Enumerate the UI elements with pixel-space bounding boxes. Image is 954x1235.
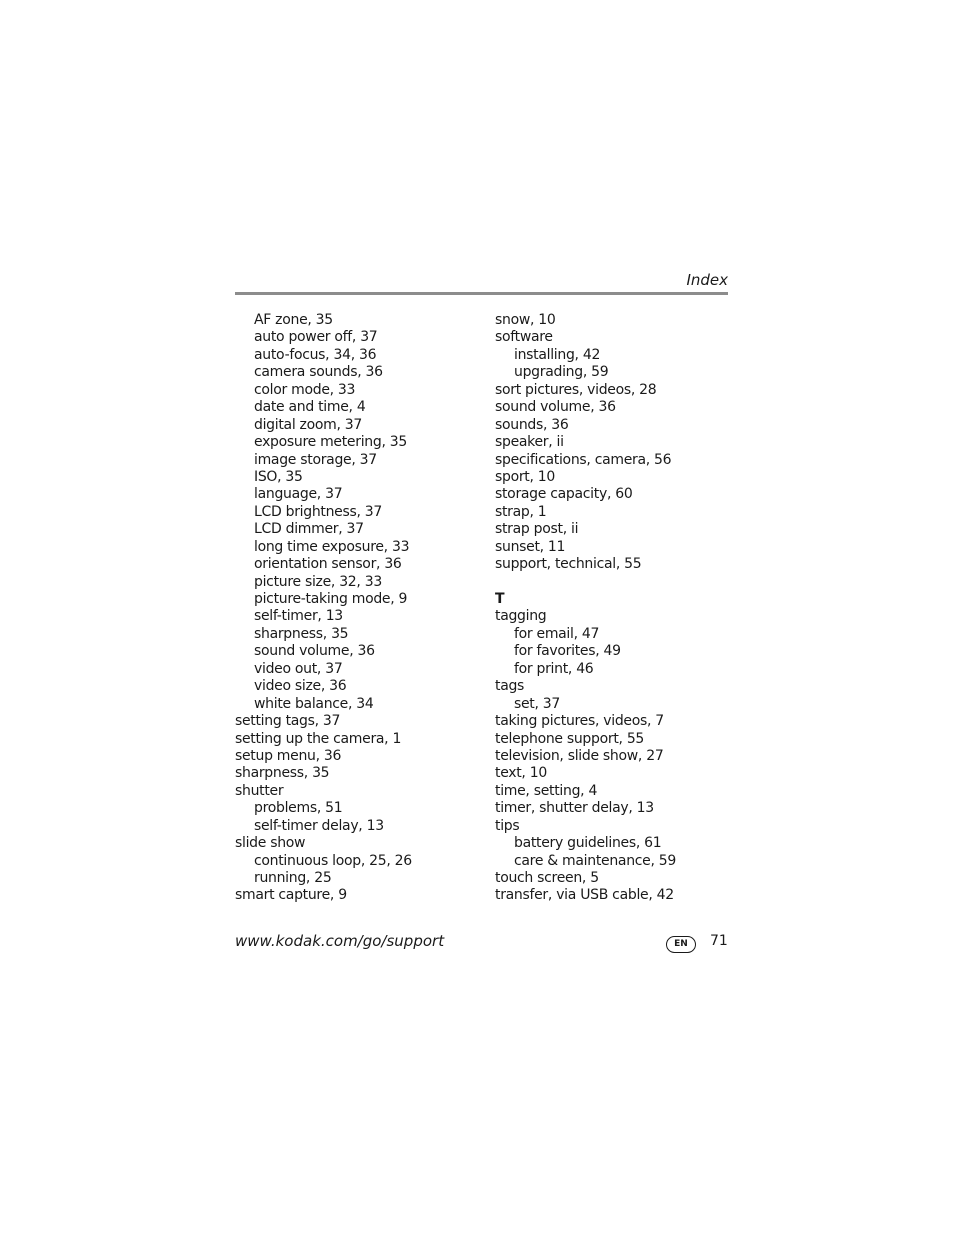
index-subentry: white balance, 34	[254, 695, 374, 712]
index-entry: touch screen, 5	[495, 870, 599, 886]
index-subentry: running, 25	[254, 870, 332, 886]
index-subentry: picture-taking mode, 9	[254, 591, 408, 607]
index-entry: timer, shutter delay, 13	[495, 800, 654, 817]
page-header-title: Index	[686, 271, 728, 289]
index-entry: support, technical, 55	[495, 556, 642, 573]
index-subentry: ISO, 35	[254, 468, 303, 485]
header-divider	[235, 292, 728, 295]
index-entry: setting up the camera, 1	[235, 730, 402, 747]
index-column-right	[495, 312, 676, 905]
index-subentry: orientation sensor, 36	[254, 556, 402, 573]
index-entry: transfer, via USB cable, 42	[495, 887, 674, 904]
index-subentry: long time exposure, 33	[254, 538, 410, 555]
index-entry: sound volume, 36	[495, 399, 616, 416]
index-entry: sounds, 36	[495, 416, 569, 433]
index-entry: strap post, ii	[495, 521, 579, 538]
index-entry: setup menu, 36	[235, 747, 342, 764]
index-subentry: LCD brightness, 37	[254, 503, 382, 520]
index-subentry: video out, 37	[254, 660, 343, 677]
index-entry: specifications, camera, 56	[495, 451, 672, 468]
index-letter-heading: T	[495, 591, 505, 607]
index-subentry: care & maintenance, 59	[514, 852, 676, 869]
index-entry: taking pictures, videos, 7	[495, 713, 664, 730]
index-entry: tags	[495, 678, 525, 695]
index-subentry: video size, 36	[254, 678, 347, 695]
index-subentry: digital zoom, 37	[254, 416, 362, 433]
index-subentry: image storage, 37	[254, 451, 377, 468]
index-entry: sunset, 11	[495, 538, 566, 555]
index-column-left	[235, 312, 412, 905]
index-entry: tips	[495, 817, 520, 834]
index-subentry: self-timer delay, 13	[254, 817, 384, 834]
index-subentry: sound volume, 36	[254, 643, 375, 660]
index-entry: smart capture, 9	[235, 887, 347, 904]
index-subentry: date and time, 4	[254, 399, 366, 416]
index-entry: sharpness, 35	[235, 765, 330, 782]
index-entry: telephone support, 55	[495, 730, 645, 747]
index-subentry: battery guidelines, 61	[514, 835, 662, 852]
index-entry: slide show	[235, 835, 306, 852]
index-subentry: LCD dimmer, 37	[254, 521, 364, 538]
index-entry: sport, 10	[495, 468, 556, 485]
index-entry: snow, 10	[495, 312, 556, 328]
index-subentry: continuous loop, 25, 26	[254, 852, 412, 869]
index-entry: television, slide show, 27	[495, 747, 664, 764]
index-subentry: camera sounds, 36	[254, 364, 383, 381]
index-subentry: color mode, 33	[254, 381, 356, 398]
footer-support-link[interactable]: www.kodak.com/go/support	[235, 932, 445, 950]
index-entry: strap, 1	[495, 503, 547, 520]
page-number: 71	[710, 933, 728, 949]
index-subentry: language, 37	[254, 486, 343, 503]
index-entry: sort pictures, videos, 28	[495, 381, 657, 398]
index-subentry: auto-focus, 34, 36	[254, 346, 377, 363]
index-subentry: installing, 42	[514, 346, 601, 363]
index-entry: tagging	[495, 608, 547, 625]
index-entry: shutter	[235, 782, 284, 799]
index-subentry: picture size, 32, 33	[254, 573, 382, 590]
index-entry: software	[495, 329, 553, 346]
index-subentry: upgrading, 59	[514, 364, 609, 381]
index-subentry: exposure metering, 35	[254, 434, 407, 451]
index-subentry: for favorites, 49	[514, 643, 621, 660]
index-subentry: for email, 47	[514, 625, 600, 642]
index-subentry: set, 37	[514, 695, 561, 712]
index-entry: speaker, ii	[495, 434, 564, 451]
index-subentry: problems, 51	[254, 800, 343, 817]
index-subentry: AF zone, 35	[254, 312, 333, 328]
index-subentry: for print, 46	[514, 660, 594, 677]
index-subentry: sharpness, 35	[254, 625, 349, 642]
index-entry: time, setting, 4	[495, 782, 598, 799]
index-entry: setting tags, 37	[235, 713, 341, 730]
index-subentry: self-timer, 13	[254, 608, 343, 625]
index-spacer	[495, 574, 676, 591]
language-badge: EN	[666, 936, 696, 953]
index-entry: storage capacity, 60	[495, 486, 633, 503]
index-entry: text, 10	[495, 765, 547, 782]
index-subentry: auto power off, 37	[254, 329, 378, 346]
